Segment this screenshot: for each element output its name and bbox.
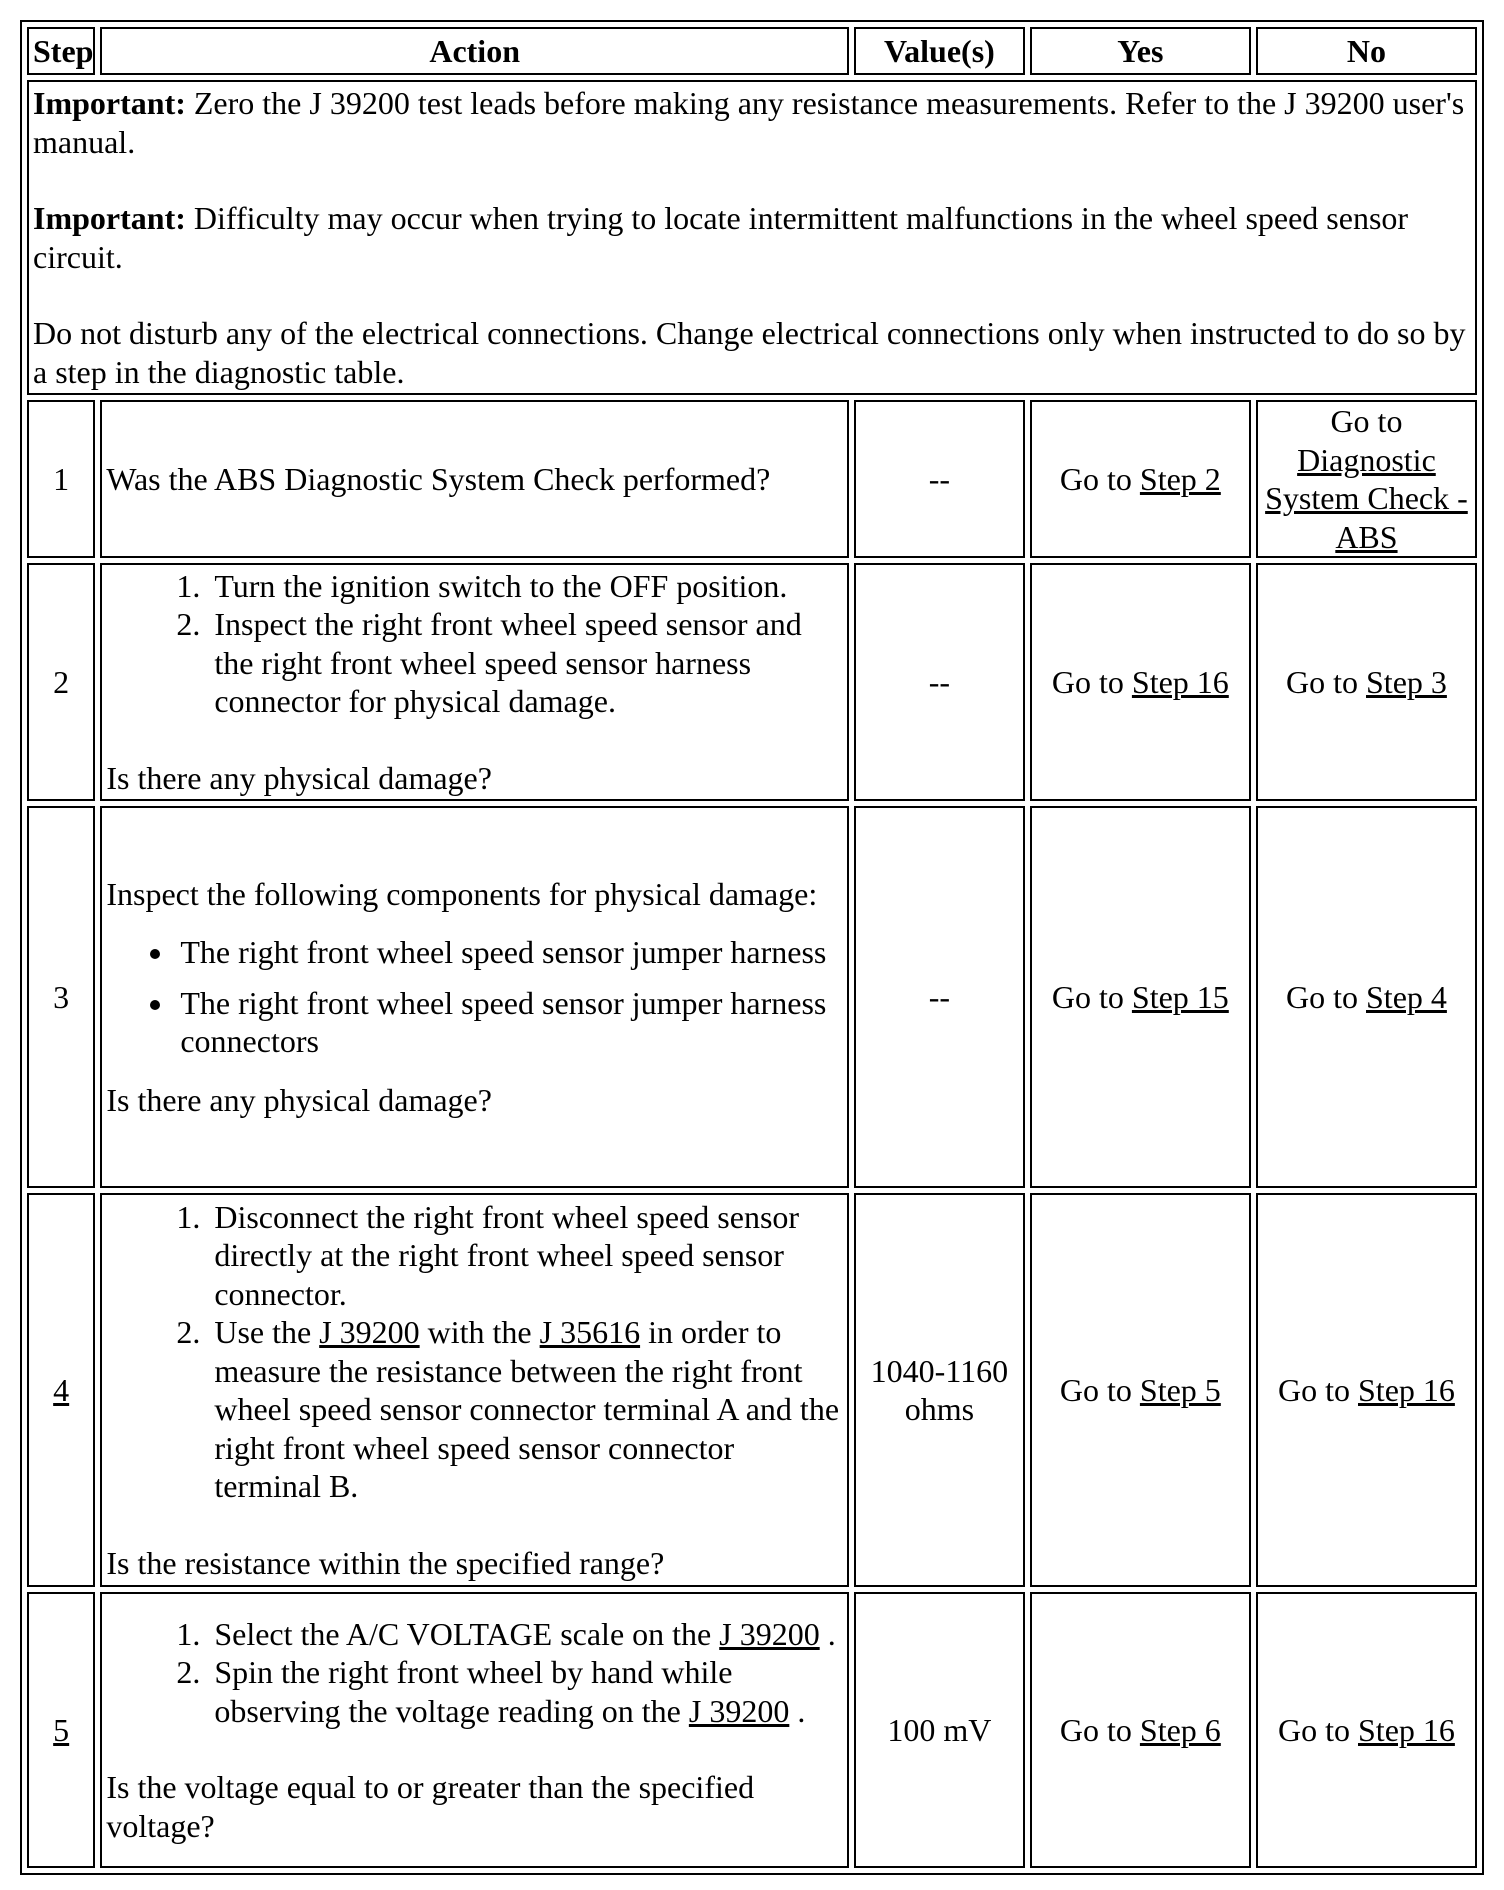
note-text: Difficulty may occur when trying to locate intermittent malfunctions in the wheel speed sensor circuit. bbox=[33, 200, 1409, 275]
action-list bbox=[106, 1198, 843, 1506]
link-step-15[interactable]: Step 15 bbox=[1131, 978, 1229, 1015]
intro: Inspect the following components for physical damage: bbox=[106, 875, 818, 912]
important-label: Important: bbox=[33, 200, 186, 236]
notes-cell bbox=[27, 80, 1477, 395]
list-item bbox=[208, 1615, 843, 1654]
goto-text: Go to bbox=[1286, 663, 1366, 700]
action-list bbox=[106, 1615, 843, 1731]
list-item: • The right front wheel speed sensor jumper harness bbox=[176, 933, 843, 972]
table-row bbox=[27, 1592, 1477, 1868]
header-values: Value(s) bbox=[854, 27, 1025, 75]
item-text: . bbox=[819, 1615, 836, 1652]
link-j-39200[interactable]: J 39200 bbox=[688, 1692, 790, 1729]
goto-text: Go to bbox=[1278, 1711, 1358, 1748]
list-item: 2. Inspect the right front wheel speed sensor and the right front wheel speed sensor harness connector for physical damage. bbox=[208, 605, 843, 721]
value-cell: -- bbox=[854, 400, 1025, 558]
item-text: Select the A/C VOLTAGE scale on the bbox=[214, 1615, 720, 1652]
question: Is the resistance within the specified range? bbox=[106, 1544, 665, 1581]
question: Is the voltage equal to or greater than the specified voltage? bbox=[106, 1769, 755, 1844]
goto-text: Go to bbox=[1059, 1711, 1140, 1748]
table-row bbox=[27, 806, 1477, 1188]
value-cell: 1040-1160 ohms bbox=[854, 1193, 1025, 1587]
step-number: 2 bbox=[27, 563, 95, 801]
item-text: . bbox=[789, 1692, 806, 1729]
action-cell bbox=[100, 1193, 849, 1587]
no-cell bbox=[1256, 1193, 1477, 1587]
step-number: 1 bbox=[27, 400, 95, 558]
value-cell: 100 mV bbox=[854, 1592, 1025, 1868]
yes-cell bbox=[1030, 806, 1251, 1188]
notes-row bbox=[27, 80, 1477, 395]
action-cell bbox=[100, 400, 849, 558]
link-j-35616[interactable]: J 35616 bbox=[539, 1314, 641, 1351]
table-row bbox=[27, 563, 1477, 801]
step-number bbox=[27, 1193, 95, 1587]
no-cell bbox=[1256, 1592, 1477, 1868]
goto-text: Go to bbox=[1059, 1371, 1140, 1408]
goto-text: Go to bbox=[1059, 460, 1140, 497]
list-item bbox=[208, 1653, 843, 1730]
header-row bbox=[27, 27, 1477, 75]
note-3: Do not disturb any of the electrical connections. Change electrical connections only when instructed to do so by a step in the diagnostic table. bbox=[33, 315, 1466, 390]
step-number: 3 bbox=[27, 806, 95, 1188]
link-j-39200[interactable]: J 39200 bbox=[719, 1615, 820, 1652]
yes-cell bbox=[1030, 1592, 1251, 1868]
link-step-2[interactable]: Step 2 bbox=[1139, 460, 1221, 497]
goto-text: Go to bbox=[1278, 1371, 1358, 1408]
question: Was the ABS Diagnostic System Check performed? bbox=[106, 460, 771, 497]
yes-cell bbox=[1030, 563, 1251, 801]
action-cell bbox=[100, 1592, 849, 1868]
table-row bbox=[27, 400, 1477, 558]
link-step-16[interactable]: Step 16 bbox=[1358, 1371, 1455, 1408]
link-step-16[interactable]: Step 16 bbox=[1358, 1711, 1455, 1748]
important-note-1 bbox=[33, 84, 1471, 161]
no-cell bbox=[1256, 806, 1477, 1188]
link-diagnostic-system-check-abs[interactable]: Diagnostic System Check - ABS bbox=[1265, 441, 1468, 555]
link-step-5[interactable]: Step 5 bbox=[1139, 1371, 1221, 1408]
goto-text: Go to bbox=[1286, 978, 1366, 1015]
important-note-2 bbox=[33, 199, 1471, 276]
no-cell bbox=[1256, 563, 1477, 801]
yes-cell bbox=[1030, 1193, 1251, 1587]
item-text: Use the bbox=[214, 1314, 320, 1351]
link-step-3[interactable]: Step 3 bbox=[1366, 663, 1447, 700]
item-text: Spin the right front wheel by hand while observing the voltage reading on the bbox=[214, 1654, 733, 1729]
question: Is there any physical damage? bbox=[106, 759, 492, 796]
header-action: Action bbox=[100, 27, 849, 75]
goto-text: Go to bbox=[1330, 403, 1403, 439]
component-list bbox=[106, 933, 843, 1061]
list-item bbox=[208, 1313, 843, 1506]
diagnostic-table bbox=[20, 20, 1484, 1875]
link-step-6[interactable]: Step 6 bbox=[1139, 1711, 1221, 1748]
table-row bbox=[27, 1193, 1477, 1587]
goto-text: Go to bbox=[1051, 663, 1132, 700]
step-number bbox=[27, 1592, 95, 1868]
item-text: with the bbox=[419, 1314, 540, 1351]
value-cell: -- bbox=[854, 563, 1025, 801]
link-step-16[interactable]: Step 16 bbox=[1131, 663, 1229, 700]
link-step-4[interactable]: Step 4 bbox=[1366, 978, 1447, 1015]
important-label: Important: bbox=[33, 85, 186, 121]
note-text: Zero the J 39200 test leads before making any resistance measurements. Refer to the J 39200 user's manual. bbox=[33, 85, 1465, 160]
header-yes: Yes bbox=[1030, 27, 1251, 75]
list-item: • The right front wheel speed sensor jumper harness connectors bbox=[176, 984, 843, 1061]
yes-cell bbox=[1030, 400, 1251, 558]
action-cell bbox=[100, 563, 849, 801]
action-cell bbox=[100, 806, 849, 1188]
item-text: in order to measure the resistance between the right front wheel speed sensor connector terminal A and the right front wheel speed sensor connector terminal B. bbox=[214, 1314, 840, 1505]
header-step: Step bbox=[27, 27, 95, 75]
header-no: No bbox=[1256, 27, 1477, 75]
action-list bbox=[106, 567, 843, 721]
step-link[interactable]: 4 bbox=[53, 1371, 70, 1408]
list-item: 1. Turn the ignition switch to the OFF position. bbox=[208, 567, 843, 606]
link-j-39200[interactable]: J 39200 bbox=[319, 1314, 420, 1351]
value-cell: -- bbox=[854, 806, 1025, 1188]
no-cell bbox=[1256, 400, 1477, 558]
step-link[interactable]: 5 bbox=[53, 1711, 70, 1748]
goto-text: Go to bbox=[1051, 978, 1132, 1015]
list-item: 1. Disconnect the right front wheel speed sensor directly at the right front wheel speed sensor connector. bbox=[208, 1198, 843, 1314]
question: Is there any physical damage? bbox=[106, 1081, 492, 1118]
